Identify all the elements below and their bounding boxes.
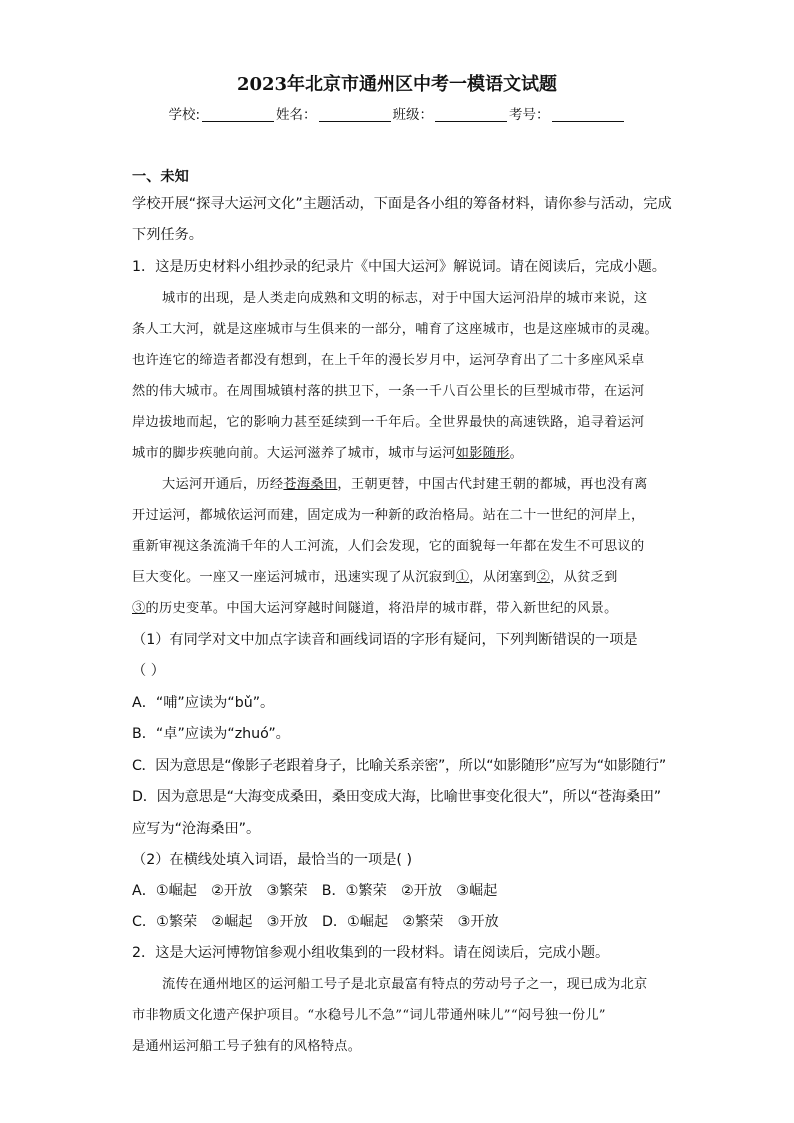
- class-field[interactable]: [435, 107, 507, 122]
- intro-line-1: 学校开展“探寻大运河文化”主题活动，下面是各小组的筹备材料，请你参与活动，完成: [132, 196, 672, 212]
- passage-text: ，从贫乏到: [550, 570, 618, 585]
- page-title: 2023年北京市通州区中考一模语文试题: [236, 74, 558, 95]
- passage-text: 的历史变革。中国大运河穿越时间隧道，将沿岸的城市群，带入新世纪的风景。: [145, 601, 618, 616]
- class-label: 班级：: [392, 107, 434, 123]
- question-2-stem: 2．这是大运河博物馆参观小组收集到的一段材料。请在阅读后，完成小题。: [132, 945, 610, 961]
- sub-question-1-stem: （1）有同学对文中加点字读音和画线词语的字形有疑问，下列判断错误的一项是: [132, 632, 638, 648]
- underlined-phrase: 如影随形: [455, 446, 510, 461]
- options-row-ab[interactable]: A．①崛起 ②开放 ③繁荣 B．①繁荣 ②开放 ③崛起: [132, 883, 498, 899]
- option-a[interactable]: A．“哺”应读为“bǔ”。: [132, 695, 275, 711]
- passage-line: 条人工大河，就是这座城市与生俱来的一部分，哺育了这座城市，也是这座城市的灵魂。: [132, 322, 659, 337]
- section-heading: 一、未知: [132, 169, 189, 185]
- option-b[interactable]: B．“卓”应读为“zhuó”。: [132, 726, 290, 742]
- passage-text: 城市的脚步疾驰向前。大运河滋养了城市，城市与运河: [132, 446, 456, 461]
- passage-line: 城市的出现，是人类走向成熟和文明的标志，对于中国大运河沿岸的城市来说，这: [162, 291, 648, 306]
- passage-text: 。: [509, 446, 524, 461]
- passage-text: ，王朝更替，中国古代封建王朝的都城，再也没有离: [337, 477, 648, 492]
- exam-number-label: 考号：: [509, 107, 550, 123]
- option-d[interactable]: D．因为意思是“大海变成桑田，桑田变成大海，比喻世事变化很大”，所以“苍海桑田”: [132, 789, 661, 805]
- passage-line: [132, 442, 672, 461]
- passage-line: 重新审视这条流淌千年的人工河流，人们会发现，它的面貌每一年都在发生不可思议的: [132, 539, 645, 554]
- passage-text: ，从闭塞到: [469, 570, 537, 585]
- blank-1: ①: [455, 570, 470, 585]
- passage-line: 岸边拔地而起，它的影响力甚至延续到一千年后。全世界最快的高速铁路，追寻着运河: [132, 415, 645, 430]
- blank-2: ②: [536, 570, 551, 585]
- passage-line: 是通州运河船工号子独有的风格特点。: [132, 1039, 362, 1054]
- option-d-continued: 应写为“沧海桑田”。: [132, 821, 261, 837]
- school-field[interactable]: [202, 107, 274, 122]
- question-1-stem: 1．这是历史材料小组抄录的纪录片《中国大运河》解说词。请在阅读后，完成小题。: [132, 259, 666, 275]
- blank-3: ③: [132, 601, 146, 616]
- passage-line: 也许连它的缔造者都没有想到，在上千年的漫长岁月中，运河孕育出了二十多座风采卓: [132, 353, 645, 368]
- passage-text: 大运河开通后，历经: [162, 477, 284, 492]
- passage-line: 流传在通州地区的运河船工号子是北京最富有特点的劳动号子之一，现已成为北京: [162, 977, 648, 992]
- student-info-row: [0, 103, 794, 123]
- passage-line: 市非物质文化遗产保护项目。“水稳号儿不急”“词儿带通州味儿”“闷号独一份儿”: [132, 1008, 606, 1023]
- passage-line: [162, 473, 702, 492]
- intro-line-2: 下列任务。: [132, 227, 203, 243]
- school-label: 学校:: [168, 107, 201, 123]
- options-row-cd[interactable]: C．①繁荣 ②崛起 ③开放 D．①崛起 ②繁荣 ③开放: [132, 914, 499, 930]
- underlined-phrase: 苍海桑田: [283, 477, 338, 492]
- name-field[interactable]: [319, 107, 391, 122]
- sub-question-2-stem: （2）在横线处填入词语，最恰当的一项是( ): [132, 852, 412, 868]
- passage-line: 然的伟大城市。在周围城镇村落的拱卫下，一条一千八百公里长的巨型城市带，在运河: [132, 384, 645, 399]
- answer-paren: （ ）: [132, 663, 165, 679]
- passage-text: 巨大变化。一座又一座运河城市，迅速实现了从沉寂到: [132, 570, 456, 585]
- passage-line: [132, 566, 672, 585]
- passage-line: 开过运河，都城依运河而建，固定成为一种新的政治格局。站在二十一世纪的河岸上，: [132, 508, 645, 523]
- option-c[interactable]: C．因为意思是“像影子老跟着身子，比喻关系亲密”，所以“如影随形”应写为“如影随行”: [132, 758, 666, 774]
- passage-line: [132, 597, 672, 616]
- name-label: 姓名：: [276, 107, 317, 123]
- exam-number-field[interactable]: [552, 107, 624, 122]
